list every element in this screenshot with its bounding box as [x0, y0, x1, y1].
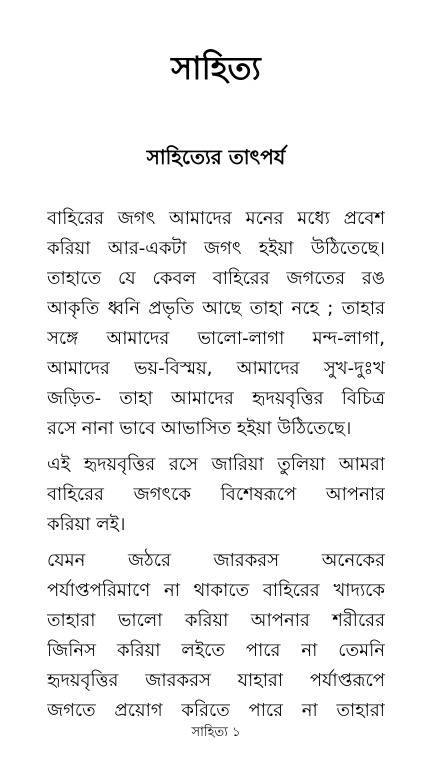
text-line: পর্যাপ্তপরিমাণে না থাকাতে বাহিরের খাদ্যকে [47, 580, 385, 601]
text-line: রসে নানা ভাবে আভাসিত হইয়া উঠিতেছে। [47, 418, 352, 439]
text-line: আকৃতি ধ্বনি প্রভৃতি আছে তাহা নহে ; তাহার [47, 298, 385, 319]
text-line: জড়িত- তাহা আমাদের হৃদয়বৃত্তির বিচিত্র [47, 388, 385, 409]
text-line: করিয়া লই। [47, 514, 126, 535]
text-line: জগতে প্রয়োগ করিতে পারে না তাহারা [47, 700, 385, 721]
text-line: আমাদের ভয়-বিস্ময়, আমাদের সুখ-দুঃখ [47, 358, 385, 379]
body-text [47, 204, 385, 726]
paragraph-2 [47, 450, 385, 540]
paragraph-1 [47, 204, 385, 444]
text-line: বাহিরের জগৎ আমাদের মনের মধ্যে প্রবেশ [47, 208, 385, 229]
page-footer: সাহিত্য ১ [191, 725, 241, 740]
text-line: জিনিস করিয়া লইতে পারে না তেমনি [47, 640, 385, 661]
text-line: করিয়া আর-একটা জগৎ হইয়া উঠিতেছে। [47, 238, 385, 259]
chapter-title: সাহিত্যের তাৎপর্য [146, 145, 286, 169]
text-line: সঙ্গে আমাদের ভালো-লাগা মন্দ-লাগা, [47, 328, 385, 349]
text-line: যেমন জঠরে জারকরস অনেকের [47, 550, 385, 571]
book-title: সাহিত্য [171, 49, 261, 87]
paragraph-3 [47, 546, 385, 726]
text-line: এই হৃদয়বৃত্তির রসে জারিয়া তুলিয়া আমরা [47, 454, 385, 475]
text-line: হৃদয়বৃত্তির জারকরস যাহারা পর্যাপ্তরূপে [47, 670, 385, 691]
text-line: বাহিরের জগৎকে বিশেষরূপে আপনার [47, 484, 385, 505]
text-line: তাহারা ভালো করিয়া আপনার শরীরের [47, 610, 385, 631]
text-line: তাহাতে যে কেবল বাহিরের জগতের রঙ [47, 268, 385, 289]
